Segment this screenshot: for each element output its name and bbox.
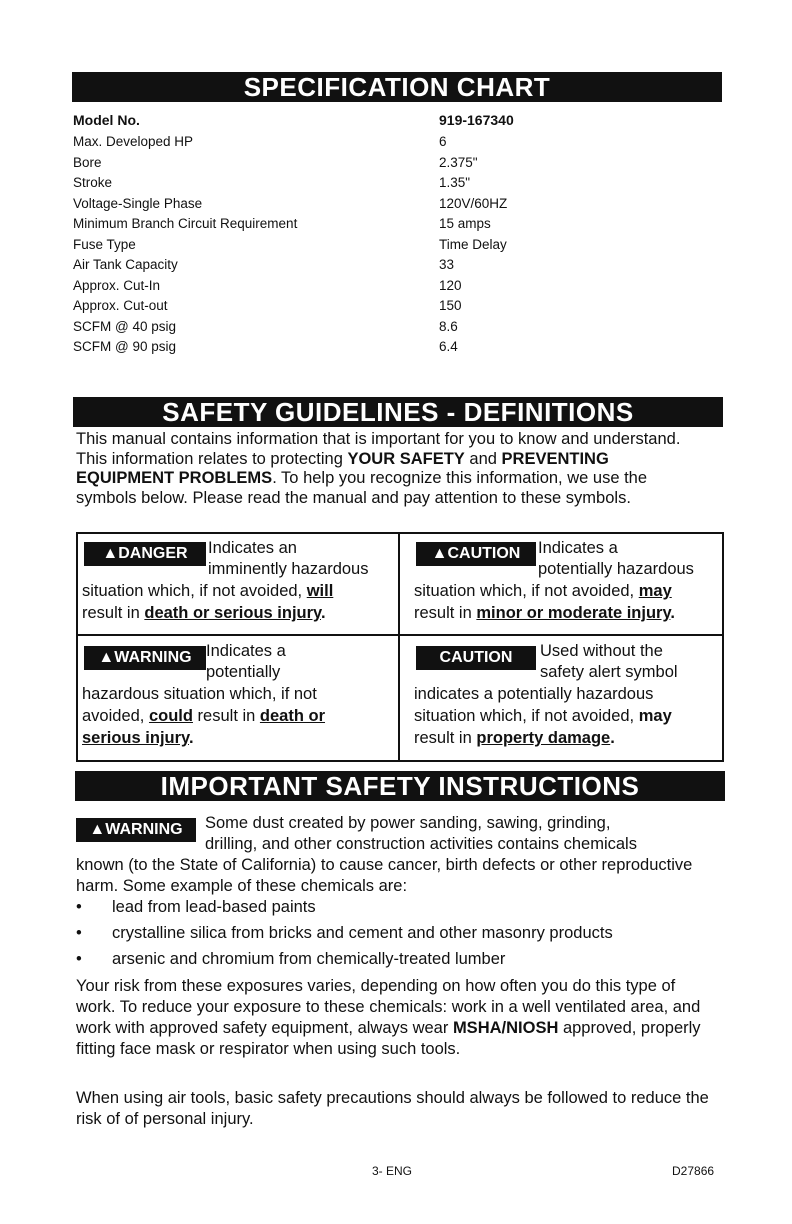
- spec-value: 6: [439, 134, 447, 149]
- text: .: [610, 729, 615, 747]
- bullet-icon: •: [76, 924, 82, 942]
- caution-plain-line3: indicates a potentially hazardous: [414, 685, 654, 703]
- warning-line5: [82, 728, 194, 749]
- spec-row: [73, 319, 553, 340]
- emphasis: death or: [259, 707, 326, 725]
- warning-line4: [82, 706, 325, 727]
- warning-line3: hazardous situation which, if not: [82, 685, 317, 703]
- spec-value: 120: [439, 277, 462, 293]
- list-item-text: lead from lead-based paints: [112, 898, 316, 916]
- page-number: 3- ENG: [372, 1164, 413, 1178]
- text: result in: [192, 707, 260, 725]
- spec-value: 2.375": [439, 154, 478, 170]
- badge-label: DANGER: [118, 545, 188, 562]
- spec-row: [73, 278, 553, 299]
- list-item-text: arsenic and chromium from chemically-treated lumber: [112, 950, 506, 968]
- caution-line1: Indicates a: [538, 539, 618, 557]
- spec-label: Max. Developed HP: [73, 134, 194, 149]
- spec-row: [73, 175, 553, 196]
- text: situation which, if not avoided,: [414, 582, 639, 600]
- text: situation which, if not avoided,: [414, 707, 639, 725]
- text: .: [321, 604, 326, 622]
- spec-label: SCFM @ 90 psig: [73, 339, 176, 354]
- badge-label: CAUTION: [447, 545, 521, 562]
- intro-text: This manual contains information that is important for you to know and understand. This information relates to protecting: [76, 430, 681, 468]
- danger-line2: imminently hazardous: [208, 560, 369, 578]
- closing-paragraph: When using air tools, basic safety precautions should always be followed to reduce the risk of of personal injury.: [76, 1089, 709, 1128]
- spec-row: [73, 216, 553, 237]
- text: avoided,: [82, 707, 149, 725]
- emphasis: property damage: [476, 729, 611, 747]
- text: situation which, if not avoided,: [82, 582, 307, 600]
- spec-label: Bore: [73, 154, 102, 170]
- emphasis: serious injury: [82, 729, 189, 747]
- list-item-text: crystalline silica from bricks and cement and other masonry products: [112, 924, 613, 942]
- emphasis: MSHA/NIOSH: [452, 1019, 559, 1037]
- emphasis: will: [306, 582, 334, 600]
- spec-value: Time Delay: [439, 236, 507, 252]
- danger-line1: Indicates an: [208, 539, 297, 557]
- bullet-icon: •: [76, 950, 82, 968]
- spec-row: [73, 298, 553, 319]
- spec-label: Air Tank Capacity: [73, 257, 178, 272]
- spec-value: 120V/60HZ: [439, 195, 508, 211]
- grid-divider: [398, 534, 400, 760]
- text: result in: [414, 729, 477, 747]
- spec-row: [73, 155, 553, 176]
- text: Your risk from these exposures varies, depending on how often you do this type of work. To reduce your exposure to these chemicals: work in a well ventilated area, and work with approved safety equipment, always wear: [76, 977, 701, 1037]
- spec-label: Fuse Type: [73, 236, 136, 252]
- spec-row: [73, 196, 553, 217]
- warning-line2: potentially: [206, 663, 281, 681]
- danger-line4: [82, 603, 326, 624]
- warning-text-line2: drilling, and other construction activities contains chemicals: [205, 835, 637, 853]
- risk-paragraph: [76, 976, 716, 1060]
- intro-text: . To help you recognize this information, we use the symbols below. Please read the manual and pay attention to these symbols.: [76, 469, 648, 507]
- emphasis: death or serious injury: [144, 604, 322, 622]
- text: .: [670, 604, 676, 622]
- spec-value: 33: [439, 257, 455, 272]
- spec-value: 8.6: [439, 318, 458, 334]
- model-value: 919-167340: [439, 112, 514, 128]
- spec-label: Stroke: [73, 175, 113, 190]
- caution-line3: [414, 581, 672, 602]
- alert-triangle-icon: ▲: [89, 821, 106, 838]
- caution-plain-line1: Used without the: [540, 642, 663, 660]
- model-label: Model No.: [73, 112, 140, 128]
- spec-value: 15 amps: [439, 216, 491, 231]
- spec-label: Approx. Cut-In: [73, 277, 161, 293]
- spec-row: [73, 339, 553, 360]
- intro-text: and: [464, 449, 502, 468]
- caution-line2: potentially hazardous: [538, 560, 694, 578]
- important-safety-title: IMPORTANT SAFETY INSTRUCTIONS: [75, 771, 725, 801]
- text: approved, properly fitting face mask or respirator when using such tools.: [76, 1019, 701, 1058]
- caution-plain-badge: CAUTION: [416, 646, 536, 670]
- caution-plain-line4: [414, 706, 672, 727]
- warning-text-rest: known (to the State of California) to cause cancer, birth defects or other reproductive harm. Some example of these chemicals are:: [76, 856, 693, 895]
- intro-bold: PREVENTING EQUIPMENT PROBLEMS: [76, 449, 609, 487]
- spec-chart-title: SPECIFICATION CHART: [72, 72, 722, 102]
- alert-triangle-icon: ▲: [431, 545, 448, 562]
- spec-value: 1.35": [439, 175, 471, 190]
- bullet-icon: •: [76, 898, 82, 916]
- caution-line4: [414, 603, 675, 624]
- alert-triangle-icon: ▲: [102, 545, 119, 562]
- caution-plain-line5: [414, 728, 615, 749]
- badge-label: WARNING: [114, 649, 192, 666]
- badge-label: WARNING: [105, 821, 183, 838]
- spec-label: SCFM @ 40 psig: [73, 318, 176, 334]
- text: .: [188, 729, 194, 747]
- warning-text-line1: Some dust created by power sanding, sawing, grinding,: [205, 814, 611, 832]
- document-code: D27866: [672, 1164, 715, 1178]
- spec-header-row: [73, 112, 553, 134]
- emphasis: minor or moderate injury: [476, 604, 671, 622]
- text: result in: [82, 604, 145, 622]
- spec-table: [73, 112, 553, 360]
- danger-line3: [82, 581, 333, 602]
- danger-badge: [84, 542, 206, 566]
- spec-row: [73, 237, 553, 258]
- spec-row: [73, 257, 553, 278]
- intro-bold: YOUR SAFETY: [347, 449, 465, 468]
- definitions-grid: [76, 532, 724, 762]
- emphasis: could: [148, 707, 193, 725]
- caution-plain-line2: safety alert symbol: [540, 663, 678, 681]
- warning-badge: [76, 818, 196, 842]
- warning-badge: [84, 646, 206, 670]
- spec-row: [73, 134, 553, 155]
- safety-guidelines-title: SAFETY GUIDELINES - DEFINITIONS: [73, 397, 723, 427]
- safety-intro: [76, 430, 706, 508]
- spec-label: Approx. Cut-out: [73, 298, 168, 313]
- emphasis: may: [638, 582, 672, 600]
- emphasis: may: [638, 707, 672, 725]
- spec-label: Voltage-Single Phase: [73, 195, 203, 211]
- warning-line1: Indicates a: [206, 642, 286, 660]
- text: result in: [414, 604, 477, 622]
- grid-divider: [78, 634, 722, 636]
- alert-triangle-icon: ▲: [98, 649, 115, 666]
- spec-value: 150: [439, 298, 462, 313]
- spec-label: Minimum Branch Circuit Requirement: [73, 216, 298, 231]
- spec-value: 6.4: [439, 339, 458, 354]
- caution-alert-badge: [416, 542, 536, 566]
